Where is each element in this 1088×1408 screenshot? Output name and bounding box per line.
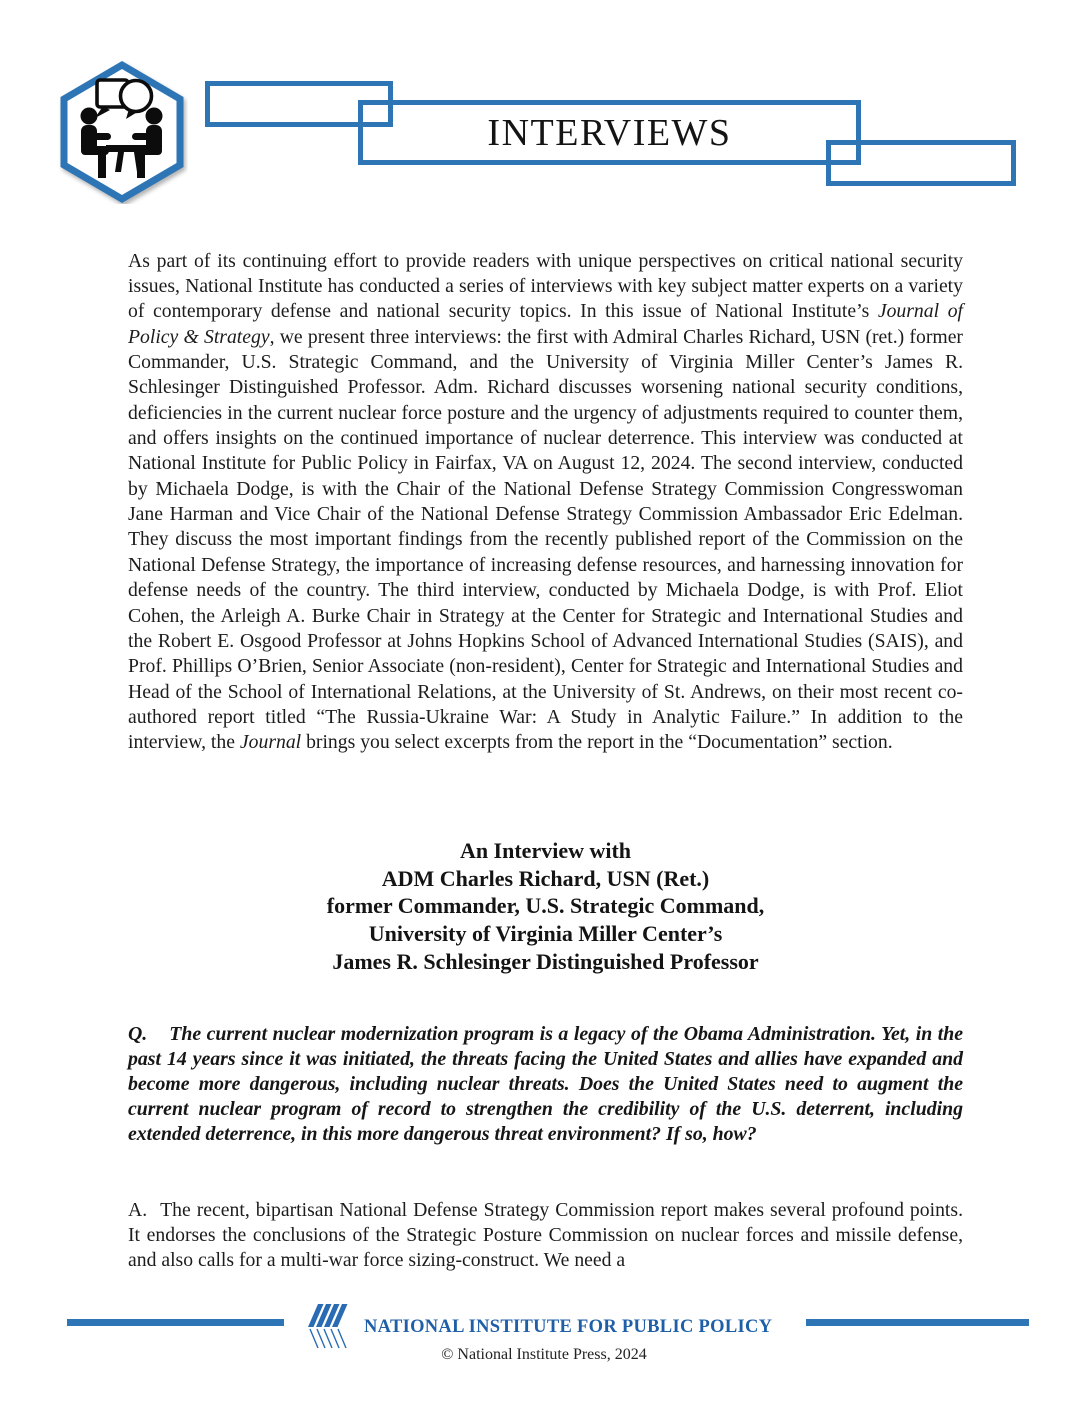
interview-heading	[128, 837, 963, 976]
answer-text: The recent, bipartisan National Defense Strategy Commission report makes several profound points. It endorses the conclusions of the Strategic Posture Commission on nuclear forces and missile defense, and also calls for a multi-war force sizing-construct. We need a	[128, 1198, 963, 1272]
footer-rule-left	[67, 1319, 284, 1326]
heading-line-5: James R. Schlesinger Distinguished Professor	[332, 948, 759, 974]
heading-line-1: An Interview with	[459, 838, 632, 863]
intro-text-2: , we present three interviews: the first with Admiral Charles Richard, USN (ret.) former Commander, U.S. Strategic Command, and the University of Virginia Miller Center’s James R. Schlesinger Distinguished Professor. Adm. Richard discusses worsening national security conditions, deficiencies in the current nuclear force posture and the urgency of adjustments required to counter them, and offers insights on the continued importance of nuclear deterrence. This interview was conducted at National Institute for Public Policy in Fairfax, VA on August 12, 2024. The second interview, conducted by Michaela Dodge, is with the Chair of the National Defense Strategy Commission Congresswoman Jane Harman and Vice Chair of the National Defense Strategy Commission Ambassador Eric Edelman. They discuss the most important findings from the recently published report of the Commission on the National Defense Strategy, the importance of increasing defense resources, and harnessing innovation for defense needs of the country. The third interview, conducted by Michaela Dodge, is with Prof. Eliot Cohen, the Arleigh A. Burke Chair in Strategy at the Center for Strategic and International Studies and the Robert E. Osgood Professor at Johns Hopkins School of Advanced International Studies (SAIS), and Prof. Phillips O’Brien, Senior Associate (non-resident), Center for Strategic and International Studies and Head of the School of International Relations, at the University of St. Andrews, on their most recent co-authored report titled “The Russia-Ukraine War: A Study in Analytic Failure.” In addition to the interview, the	[128, 325, 963, 754]
heading-line-2: ADM Charles Richard, USN (Ret.)	[381, 865, 710, 891]
question-label: Q.	[128, 1022, 148, 1045]
answer-paragraph	[128, 1198, 963, 1274]
journal-short-italic: Journal	[239, 731, 302, 754]
question-text: The current nuclear modernization program is a legacy of the Obama Administration. Yet, in the past 14 years since it was initiated, the threats facing the United States and allies have expanded and become more dangerous, including nuclear threats. Does the United States need to augment the current nuclear program of record to strengthen the credibility of the U.S. deterrent, including extended deterrence, in this more dangerous threat environment? If so, how?	[128, 1022, 963, 1146]
footer-org-name: NATIONAL INSTITUTE FOR PUBLIC POLICY	[364, 1317, 773, 1337]
heading-line-4: University of Virginia Miller Center’s	[368, 921, 723, 947]
intro-text-3: brings you select excerpts from the report in the “Documentation” section.	[301, 731, 893, 754]
intro-paragraph	[128, 249, 963, 756]
question-paragraph	[128, 1022, 963, 1147]
answer-label: A.	[128, 1198, 148, 1221]
page-title: INTERVIEWS	[487, 111, 732, 154]
nipp-logo-icon	[304, 1300, 356, 1350]
interview-badge-icon	[56, 60, 188, 204]
copyright-line: © National Institute Press, 2024	[441, 1346, 647, 1363]
heading-line-3: former Commander, U.S. Strategic Command,	[326, 893, 765, 919]
journal-title-italic: Journal of Policy & Strategy	[128, 300, 964, 348]
footer-rule-right	[806, 1319, 1029, 1326]
intro-text-1: As part of its continuing effort to provide readers with unique perspectives on critical national security issues, National Institute has conducted a series of interviews with key subject matter experts on a variety of contemporary defense and national security topics. In this issue of National Institute’s	[128, 249, 963, 323]
